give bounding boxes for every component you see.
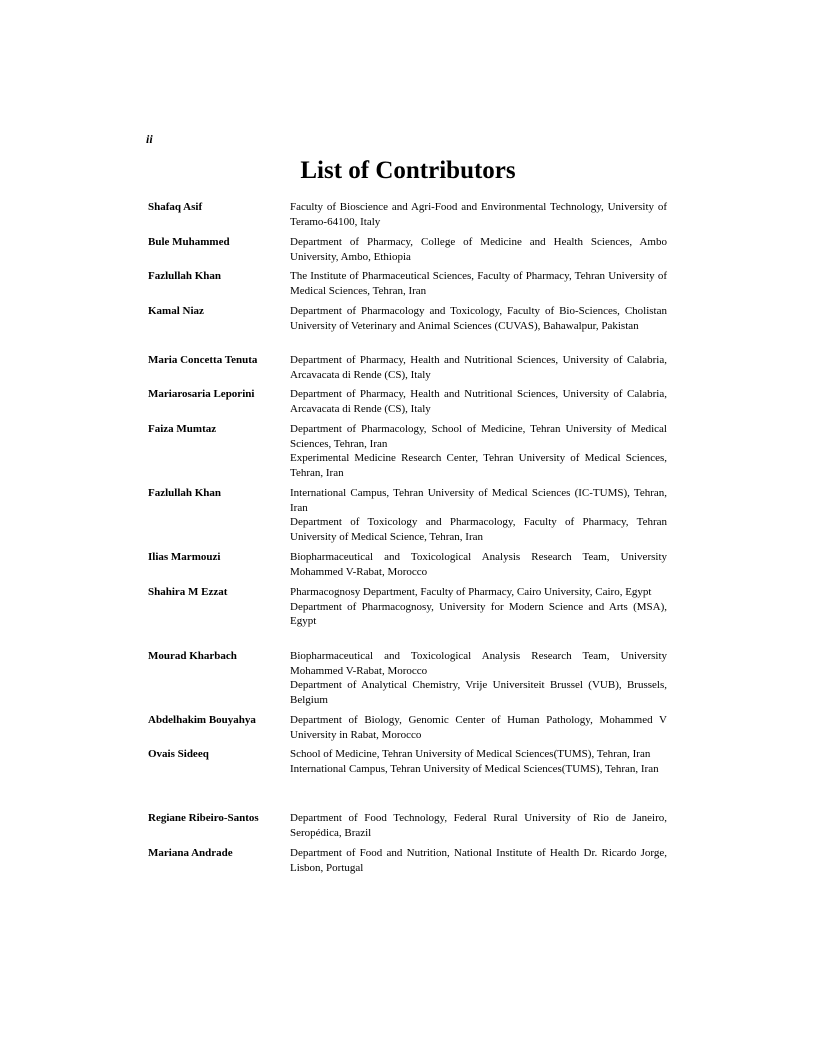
contributor-name: Fazlullah Khan [148, 487, 222, 499]
contributor-affiliations [290, 811, 667, 840]
contributor-name: Ilias Marmouzi [148, 551, 221, 563]
contributor-affiliations [290, 649, 667, 707]
contributor-affiliations [290, 353, 667, 382]
contributor-name: Maria Concetta Tenuta [148, 354, 258, 366]
contributor-name: Kamal Niaz [148, 305, 204, 317]
affiliation: Biopharmaceutical and Toxicological Analysis Research Team, University Mohammed V-Rabat, Morocco [290, 551, 667, 578]
contributor-name: Faiza Mumtaz [148, 423, 217, 435]
contributor-name: Shahira M Ezzat [148, 586, 228, 598]
affiliation: Department of Pharmacology, School of Medicine, Tehran University of Medical Sciences, Tehran, Iran [290, 423, 667, 450]
affiliation: Pharmacognosy Department, Faculty of Pharmacy, Cairo University, Cairo, Egypt [290, 586, 652, 598]
contributor-affiliations [290, 200, 667, 229]
contributor-affiliations [290, 422, 667, 480]
page-number: ii [146, 132, 153, 146]
affiliation: The Institute of Pharmaceutical Sciences, Faculty of Pharmacy, Tehran University of Medical Sciences, Tehran, Iran [290, 270, 667, 297]
contributor-name: Regiane Ribeiro-Santos [148, 812, 259, 824]
contributor-name: Mourad Kharbach [148, 650, 237, 662]
affiliation: Department of Biology, Genomic Center of Human Pathology, Mohammed V University in Rabat, Morocco [290, 714, 667, 741]
contributor-name: Mariana Andrade [148, 847, 233, 859]
contributor-affiliations [290, 713, 667, 742]
contributor-affiliations [290, 747, 667, 776]
affiliation: Department of Pharmacy, Health and Nutritional Sciences, University of Calabria, Arcavacata di Rende (CS), Italy [290, 388, 667, 415]
affiliation: Faculty of Bioscience and Agri-Food and Environmental Technology, University of Teramo-64100, Italy [290, 201, 667, 228]
affiliation: Department of Food and Nutrition, National Institute of Health Dr. Ricardo Jorge, Lisbon, Portugal [290, 847, 667, 874]
affiliation: Department of Pharmacognosy, University for Modern Science and Arts (MSA), Egypt [290, 600, 667, 627]
affiliation: Biopharmaceutical and Toxicological Analysis Research Team, University Mohammed V-Rabat, Morocco [290, 650, 667, 677]
affiliation: Department of Pharmacy, College of Medicine and Health Sciences, Ambo University, Ambo, Ethiopia [290, 236, 667, 263]
contributor-affiliations [290, 304, 667, 333]
page-title: List of Contributors [300, 157, 516, 184]
contributor-affiliations [290, 550, 667, 579]
contributor-name: Ovais Sideeq [148, 748, 209, 760]
contributor-name: Mariarosaria Leporini [148, 388, 255, 400]
contributor-name: Abdelhakim Bouyahya [148, 714, 256, 726]
contributor-name: Bule Muhammed [148, 236, 230, 248]
contributor-affiliations [290, 486, 667, 544]
affiliation: International Campus, Tehran University of Medical Sciences(TUMS), Tehran, Iran [290, 762, 659, 775]
affiliation: Department of Food Technology, Federal Rural University of Rio de Janeiro, Seropédica, Brazil [290, 812, 667, 839]
contributor-affiliations [290, 269, 667, 298]
contributor-name: Fazlullah Khan [148, 270, 222, 282]
contributor-affiliations [290, 846, 667, 875]
affiliation: Department of Pharmacy, Health and Nutritional Sciences, University of Calabria, Arcavacata di Rende (CS), Italy [290, 354, 667, 381]
affiliation: Department of Toxicology and Pharmacology, Faculty of Pharmacy, Tehran University of Medical Science, Tehran, Iran [290, 516, 667, 543]
contributor-affiliations [290, 235, 667, 264]
contributor-affiliations [290, 585, 667, 629]
contributor-affiliations [290, 387, 667, 416]
affiliation: Department of Pharmacology and Toxicology, Faculty of Bio-Sciences, Cholistan University of Veterinary and Animal Sciences (CUVAS), Bahawalpur, Pakistan [290, 305, 667, 332]
affiliation: School of Medicine, Tehran University of Medical Sciences(TUMS), Tehran, Iran [290, 748, 651, 760]
affiliation: International Campus, Tehran University of Medical Sciences (IC-TUMS), Tehran, Iran [290, 487, 667, 514]
affiliation: Experimental Medicine Research Center, Tehran University of Medical Sciences, Tehran, Iran [290, 452, 667, 479]
affiliation: Department of Analytical Chemistry, Vrije Universiteit Brussel (VUB), Brussels, Belgium [290, 679, 667, 706]
contributor-name: Shafaq Asif [148, 201, 203, 213]
